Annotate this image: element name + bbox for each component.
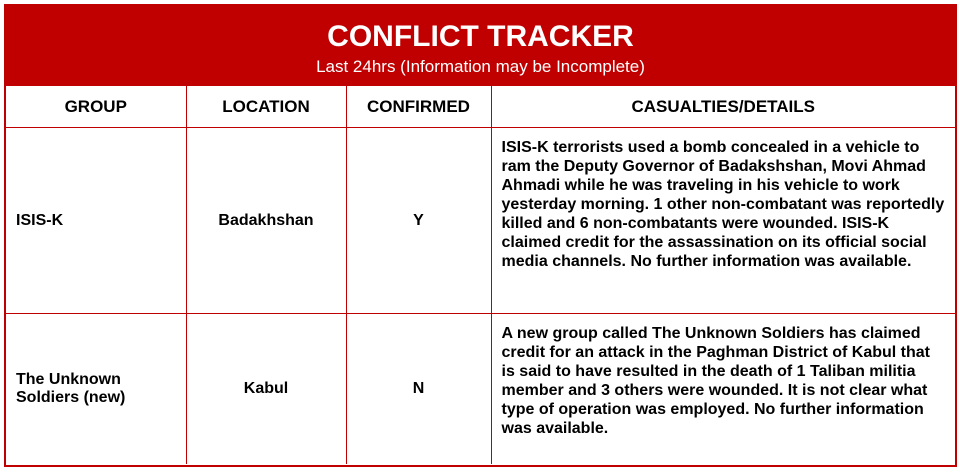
column-header-group: GROUP xyxy=(6,86,186,128)
cell-location: Badakhshan xyxy=(186,128,346,314)
column-header-details: CASUALTIES/DETAILS xyxy=(491,86,955,128)
cell-details: ISIS-K terrorists used a bomb concealed in a vehicle to ram the Deputy Governor of Badakshshan, Movi Ahmad Ahmadi while he was traveling in his vehicle to work yesterday morning. 1 other non-combatant was reportedly killed and 6 non-combatants were wounded. ISIS-K claimed credit for the assassination on its official social media channels. No further information was available. xyxy=(491,128,955,314)
tracker-title: CONFLICT TRACKER xyxy=(327,20,634,53)
tracker-subtitle: Last 24hrs (Information may be Incomplete) xyxy=(316,57,645,76)
cell-group: The Unknown Soldiers (new) xyxy=(6,314,186,464)
table-row xyxy=(6,314,955,464)
conflict-table xyxy=(6,86,955,464)
cell-location: Kabul xyxy=(186,314,346,464)
cell-confirmed: Y xyxy=(346,128,491,314)
table-row xyxy=(6,128,955,314)
cell-confirmed: N xyxy=(346,314,491,464)
cell-details: A new group called The Unknown Soldiers has claimed credit for an attack in the Paghman District of Kabul that is said to have resulted in the death of 1 Taliban militia member and 3 others were wounded. It is not clear what type of operation was employed. No further information was available. xyxy=(491,314,955,464)
cell-group: ISIS-K xyxy=(6,128,186,314)
conflict-tracker-panel xyxy=(4,4,957,467)
column-header-location: LOCATION xyxy=(186,86,346,128)
column-header-confirmed: CONFIRMED xyxy=(346,86,491,128)
table-header-row xyxy=(6,86,955,128)
tracker-banner xyxy=(6,6,955,86)
